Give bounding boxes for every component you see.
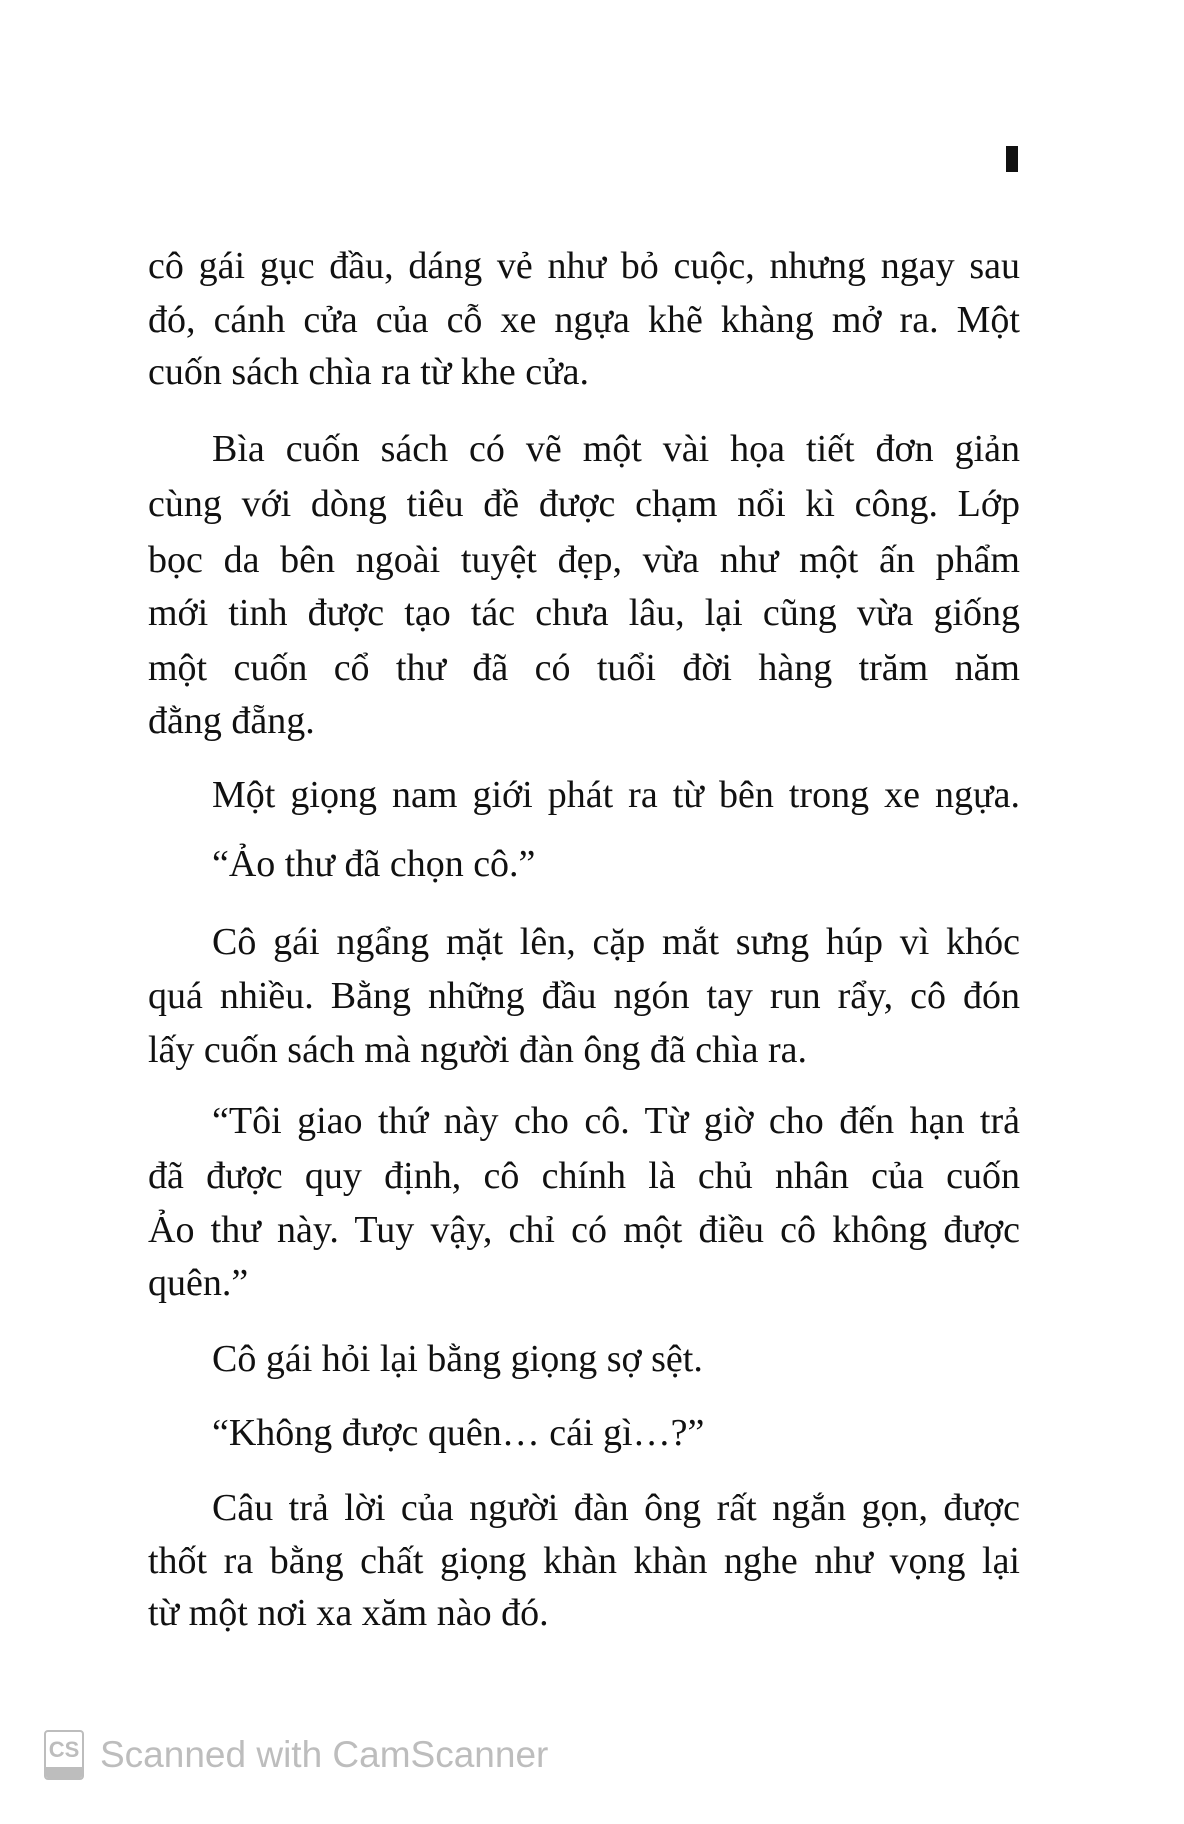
camscanner-logo-icon: CS [44, 1730, 84, 1780]
text-line: cuốn sách chìa ra từ khe cửa. [148, 351, 590, 393]
text-line: thốt ra bằng chất giọng khàn khàn nghe như vọng lại [148, 1540, 1020, 1582]
text-line: quá nhiều. Bằng những đầu ngón tay run rẩy, cô đón [148, 975, 1020, 1017]
text-line: lấy cuốn sách mà người đàn ông đã chìa ra. [148, 1029, 808, 1071]
text-line: Một giọng nam giới phát ra từ bên trong xe ngựa. [212, 774, 1020, 816]
text-line: đó, cánh cửa của cỗ xe ngựa khẽ khàng mở ra. Một [148, 299, 1020, 341]
text-line: “Tôi giao thứ này cho cô. Từ giờ cho đến hạn trả [212, 1100, 1020, 1142]
text-line: cô gái gục đầu, dáng vẻ như bỏ cuộc, nhưng ngay sau [148, 245, 1020, 287]
text-line: đã được quy định, cô chính là chủ nhân của cuốn [148, 1155, 1020, 1197]
text-line: “Không được quên… cái gì…?” [212, 1412, 705, 1454]
text-line: đằng đẵng. [148, 700, 315, 742]
text-line: Ảo thư này. Tuy vậy, chỉ có một điều cô không được [148, 1209, 1020, 1251]
text-line: quên.” [148, 1262, 249, 1304]
text-line: mới tinh được tạo tác chưa lâu, lại cũng vừa giống [148, 592, 1020, 634]
page-number-mark [1006, 146, 1018, 172]
text-line: Câu trả lời của người đàn ông rất ngắn gọn, được [212, 1487, 1020, 1529]
watermark-text: Scanned with CamScanner [100, 1734, 549, 1775]
text-line: Cô gái ngẩng mặt lên, cặp mắt sưng húp vì khóc [212, 921, 1020, 963]
text-line: bọc da bên ngoài tuyệt đẹp, vừa như một ấn phẩm [148, 539, 1020, 581]
text-line: một cuốn cổ thư đã có tuổi đời hàng trăm năm [148, 647, 1020, 689]
text-line: Cô gái hỏi lại bằng giọng sợ sệt. [212, 1338, 703, 1380]
text-line: Bìa cuốn sách có vẽ một vài họa tiết đơn giản [212, 428, 1020, 470]
camscanner-watermark [44, 1729, 548, 1781]
text-line: “Ảo thư đã chọn cô.” [212, 843, 536, 885]
text-line: từ một nơi xa xăm nào đó. [148, 1592, 549, 1634]
text-line: cùng với dòng tiêu đề được chạm nổi kì công. Lớp [148, 483, 1020, 525]
